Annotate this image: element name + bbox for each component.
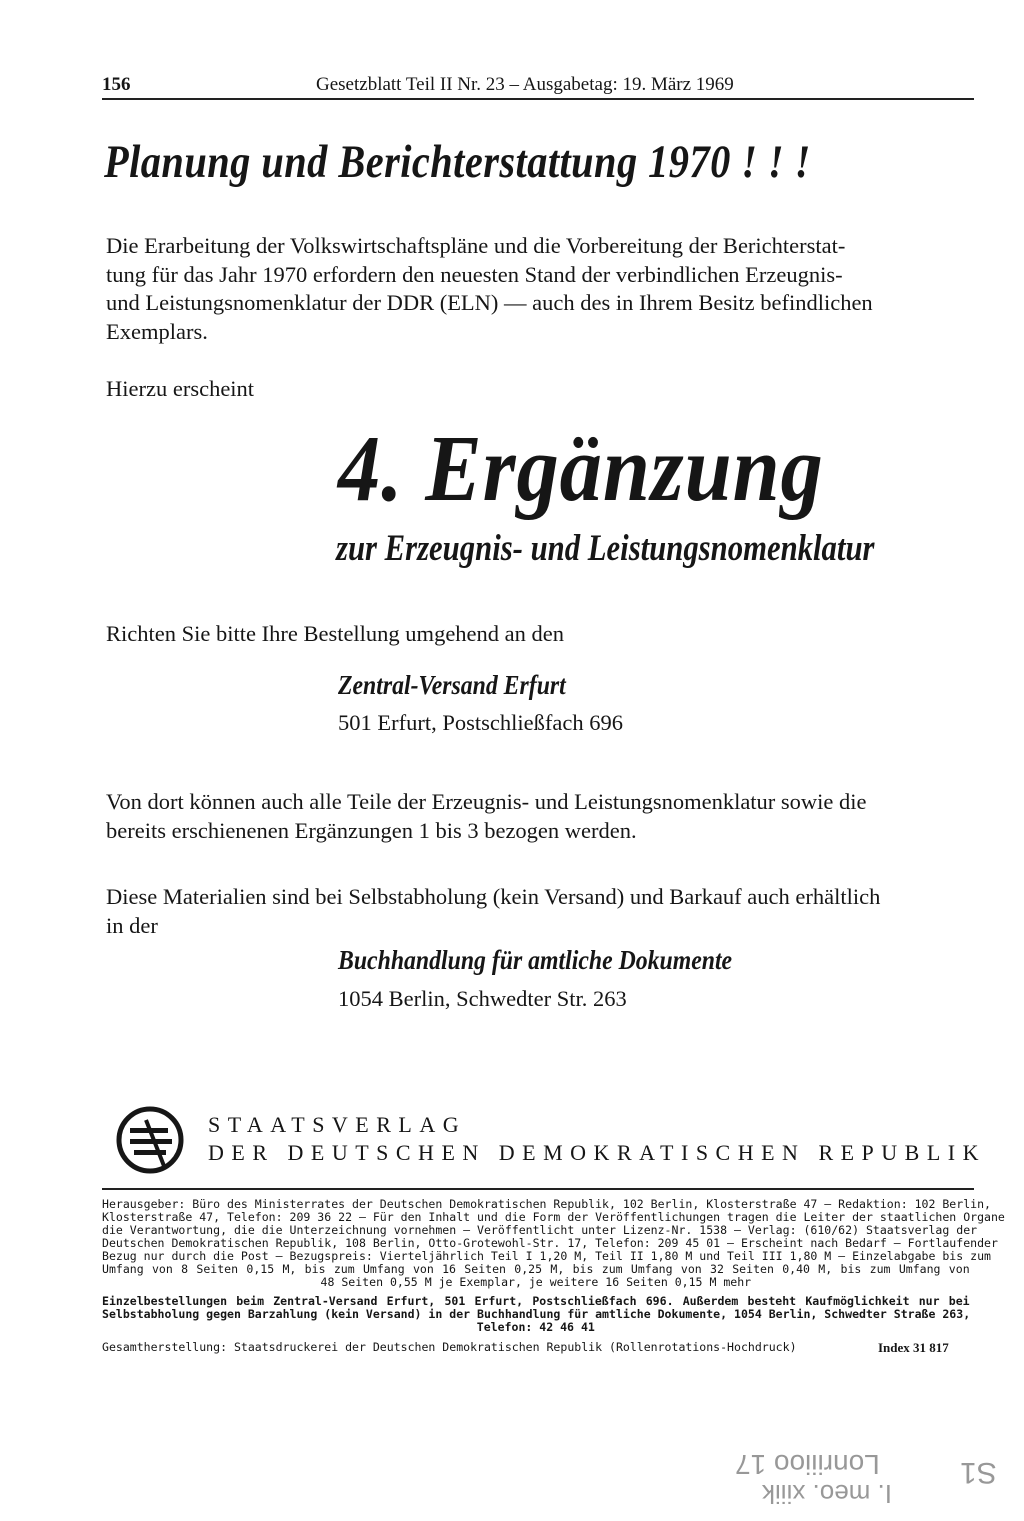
imprint-line: Herausgeber: Büro des Ministerrates der Deutschen Demokratischen Republik, 102 Berlin, Klosterstraße 47 – Redaktion: 102 Berlin, [102, 1197, 991, 1211]
intro-paragraph [106, 232, 968, 346]
imprint-line: Bezug nur durch die Post – Bezugspreis: Vierteljährlich Teil I 1,20 M, Teil II 1,80 M und Teil III 1,80 M – Einzelabgabe bis zum [102, 1249, 991, 1263]
intro-line: und Leistungsnomenklatur der DDR (ELN) — auch des in Ihrem Besitz befindlichen [106, 290, 873, 315]
address2-name: Buchhandlung für amtliche Dokumente [338, 945, 733, 975]
stamp-side: S1 [960, 1456, 997, 1489]
imprint-line: Klosterstraße 47, Telefon: 209 36 22 – Für den Inhalt und die Form der Veröffentlichungen tragen die Leiter der staatlichen Organe [102, 1210, 1005, 1224]
order-text: Richten Sie bitte Ihre Bestellung umgehend an den [106, 621, 565, 646]
intro-line: Exemplars. [106, 318, 208, 344]
sub-heading: zur Erzeugnis- und Leistungsnomenklatur [336, 528, 875, 569]
paragraph-3-line: Diese Materialien sind bei Selbstabholung (kein Versand) und Barkauf auch erhältlich [106, 884, 881, 909]
address2-line: 1054 Berlin, Schwedter Str. 263 [338, 986, 627, 1011]
intro-line: Die Erarbeitung der Volkswirtschaftspläne und die Vorbereitung der Berichterstat- [106, 233, 846, 258]
address1-name: Zentral-Versand Erfurt [338, 670, 566, 700]
stamp-line-2: Lonriiioo 17 [735, 1449, 880, 1480]
paragraph-3 [106, 883, 968, 940]
big-heading: 4. Ergänzung [338, 417, 824, 521]
paragraph-3-line: in der [106, 912, 158, 938]
imprint-line: 48 Seiten 0,55 M je Exemplar, je weitere 16 Seiten 0,15 M mehr [320, 1275, 752, 1289]
imprint-line: die Verantwortung, die die Unterzeichnung vornehmen – Veröffentlicht unter Lizenz-Nr. 1538 – Verlag: (610/62) Staatsverlag der [102, 1223, 978, 1237]
publisher-line-1: STAATSVERLAG [208, 1112, 467, 1137]
page-number: 156 [102, 74, 131, 95]
running-head: Gesetzblatt Teil II Nr. 23 – Ausgabetag: 19. März 1969 [316, 74, 734, 95]
hierzu-text: Hierzu erscheint [106, 376, 255, 401]
header-rule [102, 98, 974, 100]
intro-line: tung für das Jahr 1970 erfordern den neuesten Stand der verbindlichen Erzeugnis- [106, 261, 843, 287]
imprint-rule [102, 1188, 974, 1190]
order-note-line: Telefon: 42 46 41 [476, 1320, 595, 1334]
paragraph-2-line: bereits erschienenen Ergänzungen 1 bis 3 bezogen werden. [106, 817, 637, 843]
main-title: Planung und Berichterstattung 1970 ! ! ! [104, 136, 811, 188]
index-number: Index 31 817 [878, 1340, 949, 1355]
publisher-line-2: DER DEUTSCHEN DEMOKRATISCHEN REPUBLIK [208, 1140, 987, 1165]
address1-line: 501 Erfurt, Postschließfach 696 [338, 710, 623, 735]
imprint-line: Deutschen Demokratischen Republik, 108 Berlin, Otto-Grotewohl-Str. 17, Telefon: 209 45 01 – Erscheint nach Bedarf – Fortlaufender [102, 1236, 998, 1250]
paragraph-2-line: Von dort können auch alle Teile der Erzeugnis- und Leistungsnomenklatur sowie die [106, 789, 867, 814]
printer-line: Gesamtherstellung: Staatsdruckerei der Deutschen Demokratischen Republik (Rollenrotations-Hochdruck) [102, 1340, 797, 1354]
stamp-line-1: I. meo. xiiik [762, 1479, 893, 1509]
order-note-line: Selbstabholung gegen Barzahlung (kein Versand) in der Buchhandlung für amtliche Dokumente, 1054 Berlin, Schwedter Straße 263, [102, 1307, 971, 1321]
paragraph-2 [106, 788, 968, 845]
imprint-line: Umfang von 8 Seiten 0,15 M, bis zum Umfang von 16 Seiten 0,25 M, bis zum Umfang von 32 Seiten 0,40 M, bis zum Umfang von [102, 1262, 970, 1276]
order-note-line: Einzelbestellungen beim Zentral-Versand Erfurt, 501 Erfurt, Postschließfach 696. Außerdem besteht Kaufmöglichkeit nur bei [102, 1294, 970, 1308]
staatsverlag-logo-icon [116, 1106, 184, 1174]
